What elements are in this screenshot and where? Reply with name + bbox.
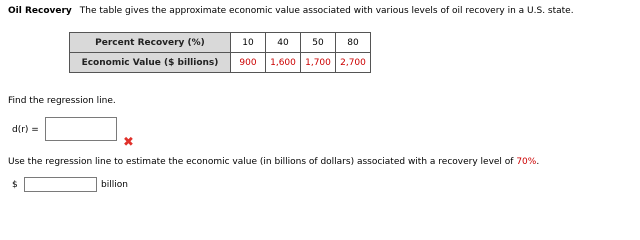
table-cell: 40	[266, 33, 301, 53]
table-cell: 1,600	[266, 53, 301, 73]
estimate-prompt-end: .	[536, 157, 540, 167]
estimate-prompt-text: Use the regression line to estimate the economic value (in billions of dollars) associated with a recovery level of	[8, 157, 517, 167]
row-header-percent-recovery: Percent Recovery (%)	[70, 33, 231, 53]
unit-label: billion	[101, 180, 128, 190]
incorrect-x-icon: ✖	[123, 135, 134, 150]
data-table	[69, 32, 371, 73]
problem-title: Oil Recovery	[8, 6, 72, 16]
estimate-prompt	[8, 157, 539, 167]
recovery-level-highlight: 70%	[516, 157, 537, 167]
regression-label: d(r) =	[12, 125, 39, 135]
table-cell: 2,700	[336, 53, 371, 73]
dollar-sign: $	[12, 180, 18, 190]
table-cell: 900	[231, 53, 266, 73]
table-cell: 10	[231, 33, 266, 53]
problem-description: The table gives the approximate economic value associated with various levels of oil recovery in a U.S. state.	[79, 6, 574, 16]
problem-header	[8, 6, 574, 16]
table-cell: 50	[301, 33, 336, 53]
table-row	[70, 53, 371, 73]
regression-prompt: Find the regression line.	[8, 96, 116, 106]
economic-value-input[interactable]	[24, 177, 97, 192]
table-cell: 1,700	[301, 53, 336, 73]
regression-input[interactable]	[45, 117, 117, 141]
table-cell: 80	[336, 33, 371, 53]
table-row	[70, 33, 371, 53]
row-header-economic-value: Economic Value ($ billions)	[70, 53, 231, 73]
